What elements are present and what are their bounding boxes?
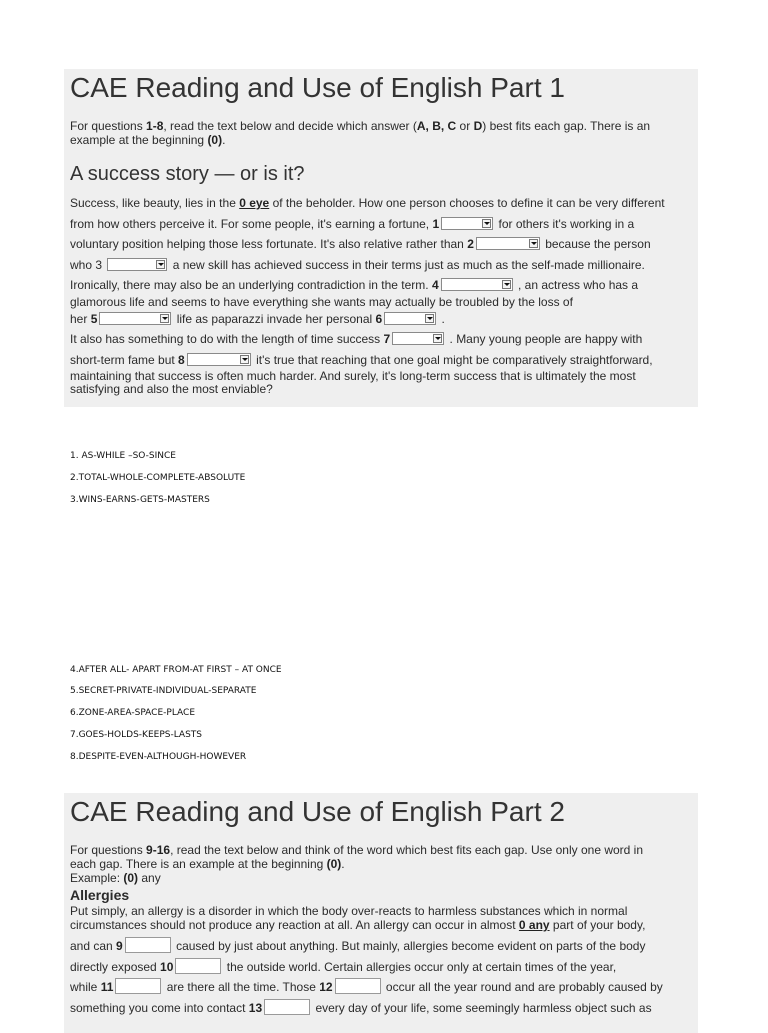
gap-4-select[interactable] bbox=[441, 278, 513, 291]
example-answer-2: 0 any bbox=[518, 918, 550, 932]
chevron-down-icon bbox=[156, 260, 165, 269]
option-line-8: 8.DESPITE-EVEN-ALTHOUGH-HOWEVER bbox=[70, 752, 247, 762]
example-line: Example: (0) any bbox=[70, 871, 161, 885]
chevron-down-icon bbox=[425, 314, 434, 323]
example-answer: 0 eye bbox=[239, 196, 270, 210]
gap-10-input[interactable] bbox=[175, 958, 221, 974]
gap-1-select[interactable] bbox=[441, 217, 493, 230]
section-heading: Allergies bbox=[70, 887, 130, 903]
gap-6-select[interactable] bbox=[384, 312, 436, 325]
gap-5-select[interactable] bbox=[99, 312, 171, 325]
gap-3-select[interactable] bbox=[107, 258, 167, 271]
part1-instructions: For questions 1-8, read the text below and decide which answer (A, B, C or D) best fits each gap. There is an example at the beginning (0). bbox=[70, 119, 651, 147]
chevron-down-icon bbox=[502, 280, 511, 289]
part1-panel bbox=[64, 69, 698, 407]
chevron-down-icon bbox=[529, 239, 538, 248]
gap-11-input[interactable] bbox=[115, 978, 161, 994]
chevron-down-icon bbox=[240, 355, 249, 364]
part2-title: CAE Reading and Use of English Part 2 bbox=[70, 796, 565, 827]
part1-title: CAE Reading and Use of English Part 1 bbox=[70, 72, 565, 103]
gap-12-input[interactable] bbox=[335, 978, 381, 994]
part2-text: Put simply, an allergy is a disorder in which the body over-reacts to harmless substances which in normal circumstances should not produce any reaction at all. An allergy can occur in almost 0 any part of your body, and can 9 caused by just about anything. But mainly, allergies become evident on parts of the body directly exposed 10 the outside world. Certain allergies occur only at certain times of the year, while 11 are there all the time. Those 12 occur all the year round and are probably caused by something you come into contact 13 every day of your life, some seemingly harmless object such as bbox=[70, 904, 663, 1015]
chevron-down-icon bbox=[482, 219, 491, 228]
chevron-down-icon bbox=[433, 334, 442, 343]
gap-2-select[interactable] bbox=[476, 237, 540, 250]
part2-instructions: For questions 9-16, read the text below and think of the word which best fits each gap. Use only one word in each gap. There is an example at the beginning (0). Example: (0) any bbox=[70, 843, 644, 885]
option-line-2: 2.TOTAL-WHOLE-COMPLETE-ABSOLUTE bbox=[70, 473, 246, 483]
chevron-down-icon bbox=[160, 314, 169, 323]
story-title: A success story — or is it? bbox=[70, 163, 305, 185]
gap-7-select[interactable] bbox=[392, 332, 444, 345]
option-line-4: 4.AFTER ALL- APART FROM-AT FIRST – AT ONCE bbox=[70, 665, 282, 675]
gap-9-input[interactable] bbox=[125, 937, 171, 953]
part2-panel bbox=[64, 793, 698, 1033]
option-line-6: 6.ZONE-AREA-SPACE-PLACE bbox=[70, 708, 196, 718]
option-line-7: 7.GOES-HOLDS-KEEPS-LASTS bbox=[70, 730, 203, 740]
gap-13-input[interactable] bbox=[264, 999, 310, 1015]
option-line-3: 3.WINS-EARNS-GETS-MASTERS bbox=[70, 495, 210, 505]
gap-8-select[interactable] bbox=[187, 353, 251, 366]
option-line-1: 1. AS-WHILE –SO-SINCE bbox=[70, 451, 176, 461]
part1-text: Success, like beauty, lies in the 0 eye of the beholder. How one person chooses to define it can be very different from how others perceive it. For some people, it's earning a fortune, 1 for others it's working in a voluntary position helping those less fortunate. It's also relative rather than 2 because the person who 3 a new skill has achieved success in their terms just as much as the self-made millionaire. Ironically, there may also be an underlying contradiction in the term. 4 , an actress who has a glamorous life and seems to have everything she wants may actually be troubled by the loss of her 5 life as paparazzi invade her personal 6 . It also has something to do with the length of time success 7 . Many young people are happy with short-term fame but 8 it's true that reaching that one goal might be comparatively straightforward, maintaining that success is often much harder. And surely, it's long-term success that is ultimately the most satisfying and also the most enviable? bbox=[70, 196, 665, 396]
option-line-5: 5.SECRET-PRIVATE-INDIVIDUAL-SEPARATE bbox=[70, 686, 257, 696]
